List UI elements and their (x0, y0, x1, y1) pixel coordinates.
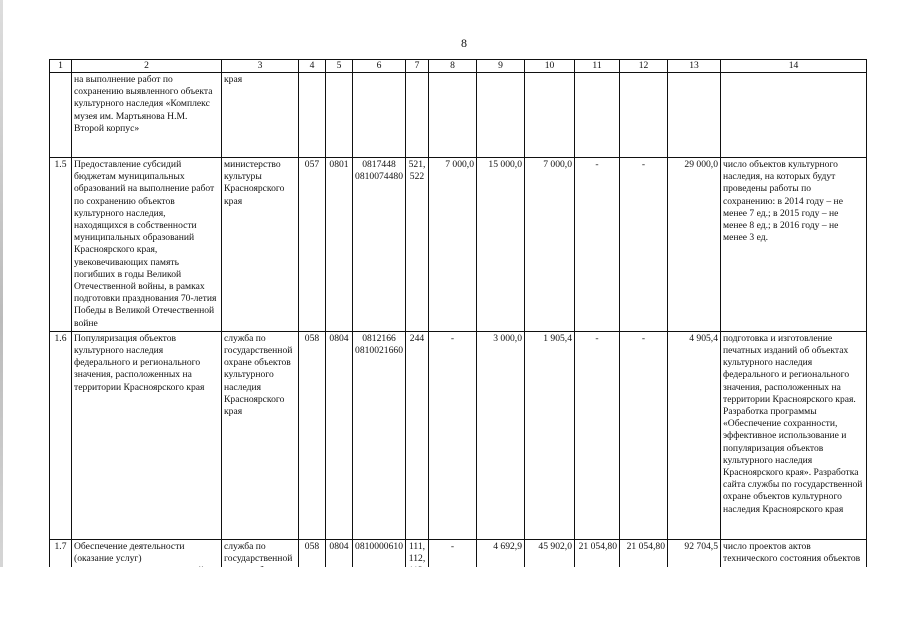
amount-col12: - (620, 331, 668, 539)
activity-name: Обеспечение деятельности (оказание услуг) (72, 539, 222, 583)
amount-col8: - (429, 539, 477, 583)
section-code: 0801 (326, 158, 353, 332)
grbs-code: 058 (299, 539, 326, 583)
col-header: 3 (222, 60, 299, 73)
amount-col10: 1 905,4 (525, 331, 575, 539)
col-header: 5 (326, 60, 353, 73)
table-row (50, 73, 867, 158)
row-number: 1.5 (50, 158, 72, 332)
section-code (326, 73, 353, 158)
amount-col10 (525, 73, 575, 158)
expected-result: число объектов культурного наследия, на которых будут проведены работы по сохранению: в 2014 году – не менее 7 ед.; в 2015 году – не менее 8 ед.; в 2016 году – не менее 3 ед. (721, 158, 867, 332)
page-number: 8 (461, 36, 467, 50)
amount-col10: 45 902,0 (525, 539, 575, 583)
amount-col10: 7 000,0 (525, 158, 575, 332)
amount-total: 92 704,5 (668, 539, 721, 583)
executor: служба по государственной (222, 539, 299, 583)
activity-name: Популяризация объектов культурного наследия федерального и регионального значения, расположенных на территории Красноярского края (72, 331, 222, 539)
col-header: 13 (668, 60, 721, 73)
amount-col11: - (575, 331, 620, 539)
amount-col9: 4 692,9 (477, 539, 525, 583)
col-header: 1 (50, 60, 72, 73)
amount-col11: - (575, 158, 620, 332)
amount-total: 29 000,0 (668, 158, 721, 332)
grbs-code: 057 (299, 158, 326, 332)
amount-col12: 21 054,80 (620, 539, 668, 583)
column-number-row (50, 60, 867, 73)
col-header: 2 (72, 60, 222, 73)
expected-result: число проектов актов технического состояния объектов (721, 539, 867, 583)
target-code: 0817448 0810074480 (353, 158, 406, 332)
target-code: 0810000610 (353, 539, 406, 583)
col-header: 10 (525, 60, 575, 73)
grbs-code: 058 (299, 331, 326, 539)
section-code: 0804 (326, 539, 353, 583)
amount-col9: 15 000,0 (477, 158, 525, 332)
expected-result (721, 73, 867, 158)
amount-col12 (620, 73, 668, 158)
amount-col8: - (429, 331, 477, 539)
activity-name: Предоставление субсидий бюджетам муниципальных образований на выполнение работ по сохранению объектов культурного наследия, находящихся в собственности муниципальных образований Красноярского края, увековечивающих память погибших в годы Великой Отечественной войны, в рамках подготовки празднования 70-летия Победы в Великой Отечественной войне (72, 158, 222, 332)
amount-total (668, 73, 721, 158)
grbs-code (299, 73, 326, 158)
col-header: 12 (620, 60, 668, 73)
row-number (50, 73, 72, 158)
row-number: 1.7 (50, 539, 72, 583)
expense-type: 111, 112, (406, 539, 429, 583)
expense-type: 521, 522 (406, 158, 429, 332)
amount-total: 4 905,4 (668, 331, 721, 539)
table-row (50, 158, 867, 332)
col-header: 8 (429, 60, 477, 73)
target-code: 0812166 0810021660 (353, 331, 406, 539)
expense-type: 244 (406, 331, 429, 539)
row-number: 1.6 (50, 331, 72, 539)
col-header: 11 (575, 60, 620, 73)
col-header: 7 (406, 60, 429, 73)
amount-col9 (477, 73, 525, 158)
executor: служба по государственной охране объектов культурного наследия Красноярского края (222, 331, 299, 539)
expected-result: подготовка и изготовление печатных изданий об объектах культурного наследия федерального и регионального значения, расположенных на территории Красноярского края. Разработка программы «Обеспечение сохранности, эффективное использование и популяризация объектов культурного наследия Красноярского края». Разработка сайта службы по государственной охране объектов культурного наследия Красноярского края (721, 331, 867, 539)
amount-col9: 3 000,0 (477, 331, 525, 539)
col-header: 9 (477, 60, 525, 73)
amount-col11: 21 054,80 (575, 539, 620, 583)
amount-col12: - (620, 158, 668, 332)
col-header: 6 (353, 60, 406, 73)
target-code (353, 73, 406, 158)
col-header: 14 (721, 60, 867, 73)
page-blank-area (0, 567, 905, 640)
expense-type (406, 73, 429, 158)
table-row (50, 331, 867, 539)
amount-col11 (575, 73, 620, 158)
executor: министерство культуры Красноярского края (222, 158, 299, 332)
scan-edge (0, 0, 3, 640)
amount-col8 (429, 73, 477, 158)
section-code: 0804 (326, 331, 353, 539)
executor: края (222, 73, 299, 158)
amount-col8: 7 000,0 (429, 158, 477, 332)
col-header: 4 (299, 60, 326, 73)
program-table (49, 59, 867, 584)
activity-name: на выполнение работ по сохранению выявленного объекта культурного наследия «Комплекс музея им. Мартьянова Н.М. Второй корпус» (72, 73, 222, 158)
